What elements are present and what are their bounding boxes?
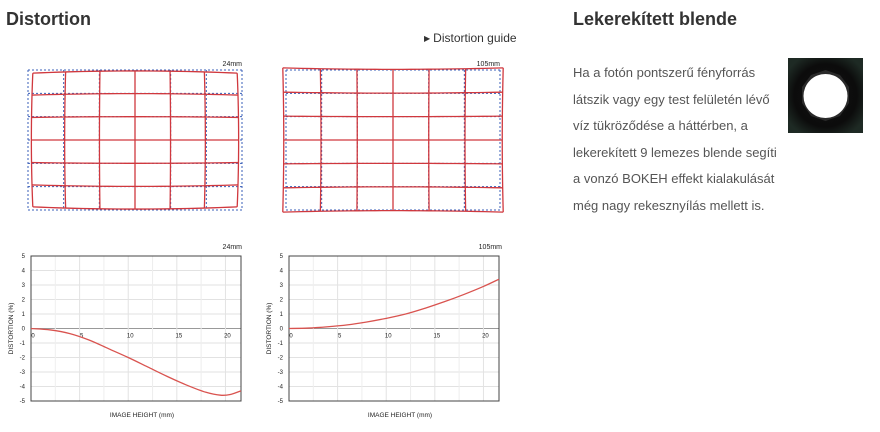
- y-tick-label: 0: [279, 326, 283, 333]
- x-tick-label: 20: [482, 333, 489, 340]
- blende-description: Ha a fotón pontszerű fényforrás látszik vagy egy test felületén lévő víz tükröződése a háttérben, a lekerekített 9 lemezes blende segíti a vonzó BOKEH effekt kialakulását még nagy rekesznyílás mellett is.: [573, 65, 777, 213]
- distortion-guide-label: Distortion guide: [433, 31, 517, 45]
- x-tick-label: 10: [126, 333, 134, 340]
- distortion-title: Distortion: [6, 9, 91, 29]
- y-tick-label: -1: [19, 341, 25, 347]
- y-tick-label: -1: [277, 341, 283, 347]
- grid-focal-label-24mm: 24mm: [222, 61, 242, 68]
- distorted-grid-line: [32, 117, 239, 118]
- distorted-grid-line: [32, 163, 239, 164]
- distortion-series-line: [289, 279, 499, 328]
- y-tick-label: 1: [21, 312, 25, 318]
- y-tick-label: -2: [277, 355, 283, 362]
- distorted-grid-line: [283, 68, 284, 212]
- y-tick-label: 5: [21, 254, 25, 260]
- x-tick-label: 10: [384, 333, 392, 340]
- aperture-image: [788, 58, 863, 133]
- distortion-grid-105mm: [282, 58, 504, 218]
- x-axis-label: IMAGE HEIGHT (mm): [367, 412, 433, 419]
- distortion-chart-105mm: [262, 240, 507, 420]
- grid-focal-label-105mm: 105mm: [476, 61, 500, 68]
- y-tick-label: 5: [279, 254, 283, 260]
- distorted-grid: [31, 71, 238, 209]
- distortion-chart-svg: [262, 240, 507, 420]
- distorted-grid: [283, 68, 503, 212]
- x-tick-label: 0: [31, 333, 35, 340]
- x-tick-label: 15: [433, 333, 441, 340]
- y-tick-label: 4: [279, 268, 283, 275]
- y-tick-label: 4: [21, 268, 25, 275]
- x-tick-label: 15: [175, 333, 183, 340]
- y-tick-label: -3: [277, 370, 283, 376]
- distorted-grid-line: [283, 68, 503, 69]
- y-tick-label: 1: [279, 312, 283, 318]
- y-tick-label: -5: [19, 399, 25, 405]
- triangle-right-icon: ▶: [424, 34, 431, 43]
- y-tick-label: -4: [19, 384, 25, 391]
- distorted-grid-line: [283, 211, 503, 212]
- x-axis-label: IMAGE HEIGHT (mm): [109, 412, 175, 419]
- x-tick-label: 0: [289, 333, 293, 340]
- distortion-chart-svg: [4, 240, 249, 420]
- distortion-grid-24mm: [24, 58, 246, 218]
- y-tick-label: -4: [277, 384, 283, 391]
- y-tick-label: -5: [277, 399, 283, 405]
- x-tick-label: 5: [79, 333, 84, 340]
- chart-title: 105mm: [478, 244, 502, 251]
- y-tick-label: 3: [279, 283, 283, 289]
- x-tick-label: 5: [337, 333, 342, 340]
- y-tick-label: 2: [21, 297, 25, 304]
- y-tick-label: -2: [19, 355, 25, 362]
- y-axis-label: DISTORTION (%): [8, 302, 15, 355]
- distortion-series-line: [31, 329, 241, 396]
- chart-title: 24mm: [222, 244, 242, 251]
- y-axis-label: DISTORTION (%): [266, 302, 273, 355]
- x-tick-label: 20: [224, 333, 231, 340]
- blende-title: Lekerekített blende: [573, 9, 738, 29]
- y-tick-label: 2: [279, 297, 283, 304]
- y-tick-label: 0: [21, 326, 25, 333]
- distortion-guide-link[interactable]: [424, 31, 517, 45]
- y-tick-label: -3: [19, 370, 25, 376]
- distorted-grid-line: [502, 68, 503, 212]
- distortion-chart-24mm: [4, 240, 249, 420]
- y-tick-label: 3: [21, 283, 25, 289]
